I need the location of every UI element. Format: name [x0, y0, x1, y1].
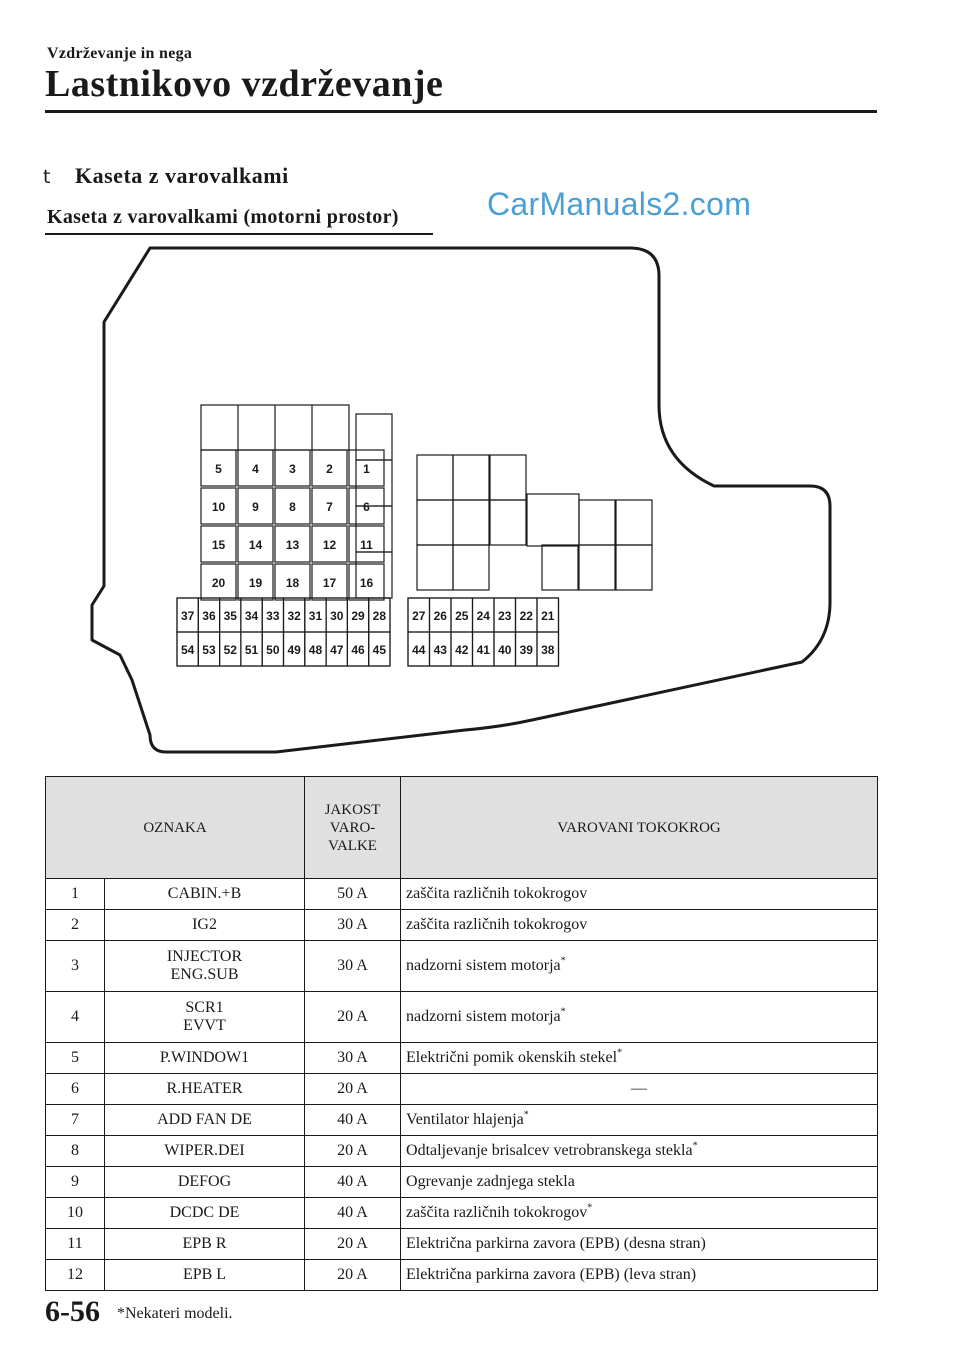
fuse-number: 2	[46, 910, 105, 941]
fuse-rating: 20 A	[305, 1260, 401, 1291]
fuse-number-label: 19	[248, 576, 263, 590]
fuse-number-label: 13	[285, 538, 300, 552]
fuse-number-label: 3	[289, 462, 296, 476]
header-rating-line: JAKOST	[324, 801, 381, 818]
section-marker: t	[43, 166, 51, 188]
footnote-marker: *	[587, 1202, 593, 1214]
fuse-number-label: 49	[287, 643, 301, 657]
protected-circuit	[401, 879, 878, 910]
fuse-label	[105, 1136, 305, 1167]
page-number: 6-56	[45, 1295, 100, 1328]
relay-slot	[616, 545, 652, 590]
protected-circuit	[401, 1198, 878, 1229]
relay-slot	[490, 455, 526, 500]
fuse-label	[105, 1043, 305, 1074]
table-row	[46, 992, 878, 1043]
fuse-label	[105, 1229, 305, 1260]
fuse-number-label: 6	[363, 500, 370, 514]
table-row	[46, 1167, 878, 1198]
fuse-label-line: CABIN.+B	[167, 885, 242, 902]
fuse-number-label: 36	[202, 609, 216, 623]
fuse-number-label: 2	[326, 462, 333, 476]
fuse-number-label: 20	[211, 576, 226, 590]
fuse-number-label: 44	[412, 643, 426, 657]
fuse-number: 10	[46, 1198, 105, 1229]
fuse-number-label: 27	[412, 609, 426, 623]
fuse-number-label: 31	[308, 609, 323, 623]
fuse-number: 1	[46, 879, 105, 910]
fuse-number: 12	[46, 1260, 105, 1291]
fuse-number: 4	[46, 992, 105, 1043]
relay-slot	[453, 455, 489, 500]
fuse-number-label: 25	[455, 609, 469, 623]
fuse-number-label: 12	[322, 538, 337, 552]
table-row	[46, 910, 878, 941]
section-title: Kaseta z varovalkami	[75, 163, 289, 188]
table-row	[46, 1260, 878, 1291]
fuse-number-label: 48	[308, 643, 323, 657]
fuse-number-label: 8	[289, 500, 296, 514]
fuse-number-label: 10	[211, 500, 226, 514]
fuse-label-line: SCR1	[185, 999, 224, 1016]
protected-circuit-text: zaščita različnih tokokrogov	[406, 916, 588, 933]
section-header: Vzdrževanje in nega	[47, 45, 193, 62]
fuse-rating: 30 A	[305, 941, 401, 992]
fuse-label-line: DCDC DE	[169, 1204, 240, 1221]
header-label: OZNAKA	[46, 777, 305, 879]
fuse-rating: 30 A	[305, 1043, 401, 1074]
fuse-number-label: 1	[363, 462, 370, 476]
fuse-number-label: 23	[498, 609, 512, 623]
relay-slot	[356, 460, 392, 506]
fuse-label	[105, 910, 305, 941]
protected-circuit-text: zaščita različnih tokokrogov	[406, 1204, 588, 1221]
fuse-number-label: 34	[244, 609, 259, 623]
fuse-label	[105, 1198, 305, 1229]
footnote-marker: *	[560, 955, 566, 967]
fuse-label	[105, 1074, 305, 1105]
fuse-number: 7	[46, 1105, 105, 1136]
protected-circuit-text: —	[631, 1080, 648, 1097]
protected-circuit-text: nadzorni sistem motorja	[406, 1008, 561, 1025]
fuse-label-line: EVVT	[183, 1017, 226, 1034]
table-row	[46, 1198, 878, 1229]
fuse-number: 6	[46, 1074, 105, 1105]
relay-slot	[356, 414, 392, 460]
protected-circuit	[401, 910, 878, 941]
table-row	[46, 1136, 878, 1167]
fuse-number-label: 15	[211, 538, 226, 552]
fuse-label-line: R.HEATER	[166, 1080, 243, 1097]
fuse-number-label: 42	[455, 643, 469, 657]
relay-slot	[490, 500, 526, 545]
fuse-label	[105, 941, 305, 992]
fuse-label-line: P.WINDOW1	[159, 1049, 250, 1066]
protected-circuit	[401, 941, 878, 992]
protected-circuit	[401, 992, 878, 1043]
relay-slot	[417, 500, 453, 545]
relay-slot	[453, 545, 489, 590]
footnote-marker: *	[692, 1140, 698, 1152]
relay-slot	[527, 494, 579, 546]
fuse-number-label: 18	[285, 576, 300, 590]
subsection-title: Kaseta z varovalkami (motorni prostor)	[47, 206, 399, 228]
header-circuit: VAROVANI TOKOKROG	[401, 777, 878, 879]
fuse-rating: 20 A	[305, 1074, 401, 1105]
table-row	[46, 941, 878, 992]
fuse-number-label: 47	[330, 643, 344, 657]
fuse-number: 8	[46, 1136, 105, 1167]
fuse-number-label: 54	[180, 643, 195, 657]
fuse-label-line: DEFOG	[177, 1173, 232, 1190]
fuse-number-label: 51	[244, 643, 259, 657]
relay-slot	[356, 552, 392, 598]
fuse-number-label: 26	[433, 609, 447, 623]
fuse-number-label: 16	[359, 576, 374, 590]
footnote-marker: *	[560, 1006, 566, 1018]
fuse-number-label: 43	[433, 643, 447, 657]
fuse-number-label: 22	[519, 609, 533, 623]
relay-slot	[579, 500, 615, 545]
fuse-number: 11	[46, 1229, 105, 1260]
fuse-label-line: ENG.SUB	[170, 966, 239, 983]
fuse-label-line: WIPER.DEI	[164, 1142, 245, 1159]
fuse-number-label: 52	[223, 643, 237, 657]
table-row	[46, 879, 878, 910]
header-rating-line: VALKE	[328, 837, 377, 854]
fuse-number-label: 38	[541, 643, 555, 657]
fuse-rating: 50 A	[305, 879, 401, 910]
protected-circuit-text: Električna parkirna zavora (EPB) (desna stran)	[406, 1235, 706, 1252]
protected-circuit	[401, 1136, 878, 1167]
fuse-number-label: 32	[287, 609, 301, 623]
relay-slot	[616, 500, 652, 545]
fuse-number-label: 17	[322, 576, 337, 590]
fuse-label	[105, 992, 305, 1043]
fuse-number-label: 53	[202, 643, 216, 657]
fuse-rating: 20 A	[305, 992, 401, 1043]
fuse-label-line: INJECTOR	[166, 948, 243, 965]
relay-slot	[417, 545, 453, 590]
fuse-number-label: 35	[223, 609, 237, 623]
table-row	[46, 1043, 878, 1074]
fuse-label-line: ADD FAN DE	[157, 1111, 252, 1128]
table-row	[46, 1229, 878, 1260]
fuse-number-label: 30	[330, 609, 344, 623]
fuse-label	[105, 1105, 305, 1136]
watermark-logo: CarManuals2.com	[487, 186, 752, 222]
fuse-number-label: 39	[519, 643, 533, 657]
footnote-marker: *	[523, 1109, 529, 1121]
protected-circuit	[401, 1167, 878, 1198]
fuse-number-label: 21	[541, 609, 555, 623]
fuse-label-line: EPB L	[182, 1266, 227, 1283]
fuse-number: 3	[46, 941, 105, 992]
fuse-label	[105, 1167, 305, 1198]
fuse-label-line: EPB R	[182, 1235, 227, 1252]
table-header-row	[46, 777, 878, 879]
fuse-table	[45, 776, 878, 1291]
fuse-number-label: 5	[215, 462, 222, 476]
protected-circuit-text: Električni pomik okenskih stekel	[406, 1049, 618, 1066]
protected-circuit	[401, 1074, 878, 1105]
relay-slot	[579, 545, 615, 590]
fuse-rating: 40 A	[305, 1105, 401, 1136]
fuse-number-label: 7	[326, 500, 333, 514]
fuse-number-label: 9	[252, 500, 259, 514]
footnote: *Nekateri modeli.	[117, 1305, 233, 1322]
fuse-rating: 20 A	[305, 1136, 401, 1167]
fuse-number-label: 33	[266, 609, 280, 623]
protected-circuit-text: Odtaljevanje brisalcev vetrobranskega stekla	[406, 1142, 693, 1159]
protected-circuit	[401, 1229, 878, 1260]
fuse-label-line: IG2	[192, 916, 217, 933]
relay-slot	[542, 545, 578, 590]
protected-circuit-text: zaščita različnih tokokrogov	[406, 885, 588, 902]
protected-circuit-text: Ventilator hlajenja	[406, 1111, 524, 1128]
fuse-number-label: 11	[360, 538, 373, 552]
protected-circuit	[401, 1260, 878, 1291]
fuse-number-label: 46	[351, 643, 365, 657]
fuse-number: 9	[46, 1167, 105, 1198]
fuse-number-label: 29	[351, 609, 365, 623]
header-rating-line: VARO-	[329, 819, 376, 836]
fuse-number-label: 41	[476, 643, 490, 657]
protected-circuit	[401, 1105, 878, 1136]
fuse-number-label: 14	[248, 538, 263, 552]
fuse-number-label: 45	[372, 643, 387, 657]
table-row	[46, 1074, 878, 1105]
fuse-number-label: 24	[476, 609, 490, 623]
fuse-rating: 40 A	[305, 1198, 401, 1229]
protected-circuit	[401, 1043, 878, 1074]
protected-circuit-text: nadzorni sistem motorja	[406, 957, 561, 974]
fuse-rating: 40 A	[305, 1167, 401, 1198]
fuse-rating: 30 A	[305, 910, 401, 941]
chapter-title: Lastnikovo vzdrževanje	[45, 63, 444, 105]
fuse-number-label: 28	[372, 609, 387, 623]
relay-slot	[453, 500, 489, 545]
header-rating	[305, 777, 401, 879]
protected-circuit-text: Električna parkirna zavora (EPB) (leva stran)	[406, 1266, 697, 1283]
fuse-number-label: 40	[498, 643, 512, 657]
fuse-number: 5	[46, 1043, 105, 1074]
fuse-rating: 20 A	[305, 1229, 401, 1260]
fuse-label	[105, 879, 305, 910]
fuse-number-label: 37	[180, 609, 195, 623]
fuse-label	[105, 1260, 305, 1291]
footnote-marker: *	[617, 1047, 623, 1059]
protected-circuit-text: Ogrevanje zadnjega stekla	[406, 1173, 575, 1190]
fuse-number-label: 50	[266, 643, 280, 657]
fuse-number-label: 4	[252, 462, 259, 476]
table-row	[46, 1105, 878, 1136]
relay-slot	[417, 455, 453, 500]
